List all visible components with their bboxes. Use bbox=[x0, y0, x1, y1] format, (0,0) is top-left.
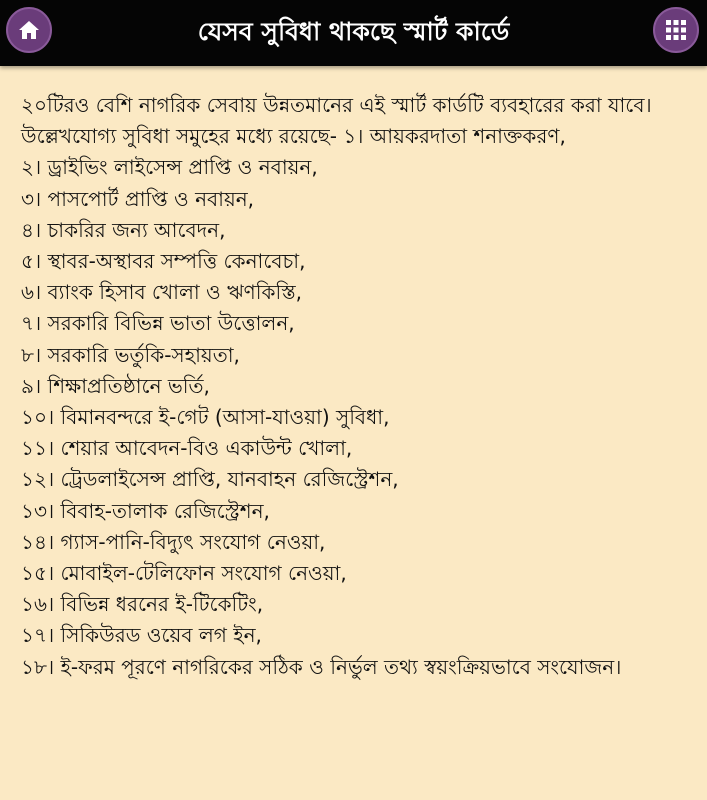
list-item: ১০। বিমানবন্দরে ই-গেট (আসা-যাওয়া) সুবিধা, bbox=[21, 405, 390, 430]
list-item: ১১। শেয়ার আবেদন-বিও একাউন্ট খোলা, bbox=[21, 436, 353, 461]
list-item: ৮। সরকারি ভর্তুকি-সহায়তা, bbox=[21, 342, 240, 367]
list-item: ৬। ব্যাংক হিসাব খোলা ও ঋণকিস্তি, bbox=[21, 280, 302, 305]
list-item: ১২। ট্রেডলাইসেন্স প্রাপ্তি, যানবাহন রেজিস্ট্রেশন, bbox=[21, 467, 399, 492]
home-button[interactable] bbox=[6, 7, 52, 53]
list-item: ১৭। সিকিউরড ওয়েব লগ ইন, bbox=[21, 623, 262, 648]
list-item: ১৮। ই-ফরম পূরণে নাগরিকের সঠিক ও নির্ভুল তথ্য স্বয়ংক্রিয়ভাবে সংযোজন। bbox=[21, 654, 622, 679]
app-header bbox=[0, 0, 707, 66]
list-item: ৫। স্থাবর-অস্থাবর সম্পত্তি কেনাবেচা, bbox=[21, 249, 306, 274]
list-item: ৯। শিক্ষাপ্রতিষ্ঠানে ভর্তি, bbox=[21, 373, 210, 398]
intro-paragraph: ২০টিরও বেশি নাগরিক সেবায় উন্নতমানের এই স্মার্ট কার্ডটি ব্যবহারের করা যাবে। উল্লেখযোগ্য সুবিধা সমুহের মধ্যে রয়েছে- ১। আয়করদাতা শনাক্তকরণ, bbox=[21, 93, 652, 149]
article-body bbox=[21, 90, 691, 683]
menu-button[interactable] bbox=[653, 7, 699, 53]
list-item: ১৩। বিবাহ-তালাক রেজিস্ট্রেশন, bbox=[21, 498, 270, 523]
list-item: ৩। পাসপোর্ট প্রাপ্তি ও নবায়ন, bbox=[21, 186, 255, 211]
list-item: ১৫। মোবাইল-টেলিফোন সংযোগ নেওয়া, bbox=[21, 561, 347, 586]
grid-menu-icon bbox=[666, 20, 686, 40]
home-icon bbox=[18, 20, 40, 40]
list-item: ১৬। বিভিন্ন ধরনের ই-টিকেটিং, bbox=[21, 592, 264, 617]
list-item: ২। ড্রাইভিং লাইসেন্স প্রাপ্তি ও নবায়ন, bbox=[21, 155, 318, 180]
list-item: ১৪। গ্যাস-পানি-বিদ্যুৎ সংযোগ নেওয়া, bbox=[21, 529, 326, 554]
list-item: ৪। চাকরির জন্য আবেদন, bbox=[21, 217, 226, 242]
page-title: যেসব সুবিধা থাকছে স্মার্ট কার্ডে bbox=[197, 16, 510, 46]
list-item: ৭। সরকারি বিভিন্ন ভাতা উত্তোলন, bbox=[21, 311, 295, 336]
